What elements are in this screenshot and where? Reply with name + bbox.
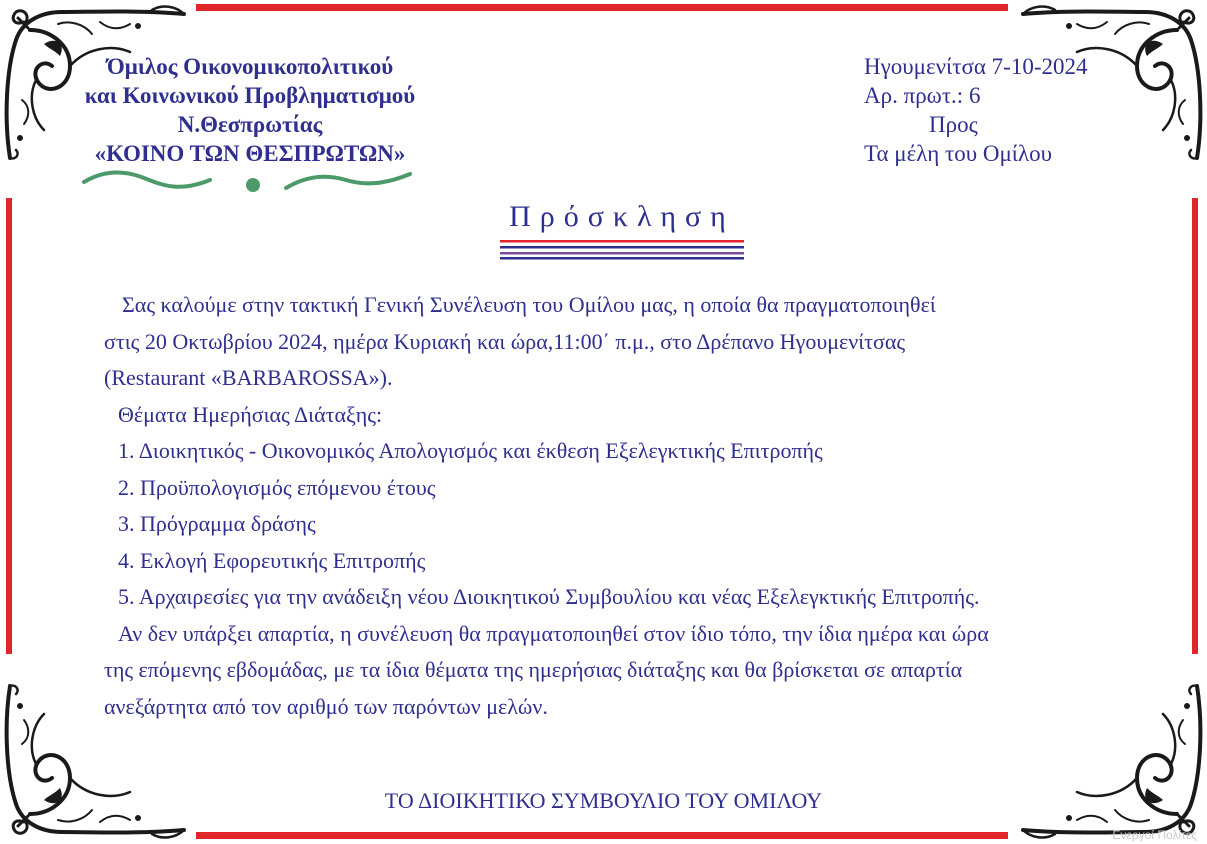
wave-ornament-icon — [80, 168, 420, 200]
organization-header — [50, 52, 450, 168]
signature: ΤΟ ΔΙΟΙΚΗΤΙΚΟ ΣΥΜΒΟΥΛΙΟ ΤΟΥ ΟΜΙΛΟΥ — [384, 788, 823, 813]
org-region: Ν.Θεσπρωτίας — [177, 112, 323, 137]
document-title: Πρόσκληση — [509, 200, 735, 233]
bottom-frame-line — [196, 832, 1008, 839]
intro-line: Σας καλούμε στην τακτική Γενική Συνέλευση του Ομίλου μας, η οποία θα πραγματοποιηθεί — [122, 292, 936, 317]
closing-line: ανεξάρτητα από τον αριθμό των παρόντων μελών. — [104, 693, 548, 719]
document-meta — [864, 52, 1088, 168]
protocol-number: Αρ. πρωτ.: 6 — [864, 83, 981, 108]
top-frame-line — [196, 4, 1008, 11]
watermark: Ενεργοί Πολίτες — [1112, 828, 1197, 842]
recipients: Τα μέλη του Ομίλου — [864, 141, 1053, 166]
title-underline — [500, 240, 744, 260]
intro-line: στις 20 Οκτωβρίου 2024, ημέρα Κυριακή και ώρα,11:00΄ π.μ., στο Δρέπανο Ηγουμενίτσας — [104, 328, 906, 354]
org-name-line-1: Όμιλος Οικονομικοπολιτικού — [106, 54, 394, 79]
place-date: Ηγουμενίτσα 7-10-2024 — [864, 54, 1088, 79]
invitation-body — [104, 287, 1164, 725]
intro-line: (Restaurant «BARBAROSSA»). — [104, 365, 393, 390]
to-label: Προς — [929, 112, 978, 137]
org-name-line-2: και Κοινωνικού Προβληματισμού — [84, 83, 416, 108]
agenda-item: 4. Εκλογή Εφορευτικής Επιτροπής — [118, 547, 426, 573]
closing-line: Αν δεν υπάρξει απαρτία, η συνέλευση θα πραγματοποιηθεί στον ίδιο τόπο, την ίδια ημέρα και ώρα — [118, 620, 989, 646]
org-nickname: «ΚΟΙΝΟ ΤΩΝ ΘΕΣΠΡΩΤΩΝ» — [94, 141, 406, 166]
agenda-heading: Θέματα Ημερήσιας Διάταξης: — [118, 401, 383, 427]
right-frame-line — [1192, 198, 1198, 654]
agenda-item: 1. Διοικητικός - Οικονομικός Απολογισμός και έκθεση Εξελεγκτικής Επιτροπής — [118, 438, 823, 463]
agenda-item: 3. Πρόγραμμα δράσης — [118, 511, 316, 536]
agenda-item: 2. Προϋπολογισμός επόμενου έτους — [118, 474, 436, 500]
agenda-item: 5. Αρχαιρεσίες για την ανάδειξη νέου Διοικητικού Συμβουλίου και νέας Εξελεγκτικής Επιτροπής. — [118, 584, 980, 609]
closing-line: της επόμενης εβδομάδας, με τα ίδια θέματα της ημερήσιας διάταξης και θα βρίσκεται σε απαρτία — [104, 657, 963, 682]
left-frame-line — [6, 198, 12, 654]
